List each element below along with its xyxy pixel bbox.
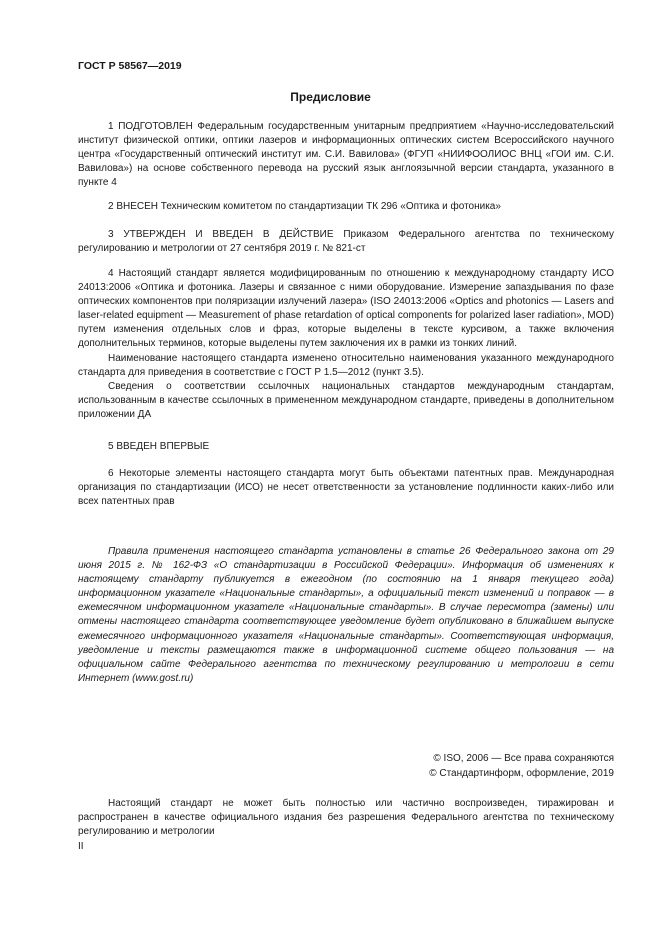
document-id: ГОСТ Р 58567—2019: [78, 60, 182, 72]
page-title: Предисловие: [290, 90, 371, 104]
paragraph-4: [78, 267, 614, 422]
paragraph-1: [78, 120, 614, 190]
rules-notice: [78, 545, 614, 686]
copyright-block: [429, 752, 614, 781]
rules-notice-text: Правила применения настоящего стандарта установлены в статье 26 Федерального закона от 29 июня 2015 г. № 162-ФЗ «О стандартизации в Российской Федерации». Информация об изменениях к настоящему стандарту публикуется в ежегодном (по состоянию на 1 января текущего года) информационном указателе «Национальные стандарты», а официальный текст изменений и поправок — в ежемесячном информационном указателе «Национальные стандарты». В случае пересмотра (замены) или отмены настоящего стандарта соответствующее уведомление будет опубликовано в ближайшем выпуске ежемесячного информационного указателя «Национальные стандарты». Соответствующая информация, уведомление и тексты размещаются также в информационной системе общего пользования — на официальном сайте Федерального агентства по техническому регулированию и метрологии в сети Интернет (www.gost.ru): [78, 546, 614, 684]
copyright-iso: © ISO, 2006 — Все права сохраняются: [433, 753, 614, 764]
paragraph-3-text: 3 УТВЕРЖДЕН И ВВЕДЕН В ДЕЙСТВИЕ Приказом Федерального агентства по техническому регулированию и метрологии от 27 сентября 2019 г. № 821-ст: [78, 229, 614, 255]
paragraph-2: [78, 200, 614, 214]
paragraph-2-text: 2 ВНЕСЕН Техническим комитетом по стандартизации ТК 296 «Оптика и фотоника»: [108, 201, 501, 212]
paragraph-5-text: 5 ВВЕДЕН ВПЕРВЫЕ: [108, 441, 210, 452]
paragraph-1-text: 1 ПОДГОТОВЛЕН Федеральным государственным унитарным предприятием «Научно-исследовательский институт физической оптики, оптики лазеров и информационных оптических систем Всероссийского научного центра «Государственный оптический институт им. С.И. Вавилова» (ФГУП «НИИФООЛИОС ВНЦ «ГОИ им. С.И. Вавилова») на основе собственного перевода на русский язык англоязычной версии стандарта, указанного в пункте 4: [78, 121, 614, 189]
copyright-standartinform: © Стандартинформ, оформление, 2019: [429, 767, 614, 779]
paragraph-6-text: 6 Некоторые элементы настоящего стандарта могут быть объектами патентных прав. Международная организация по стандартизации (ИСО) не несет ответственности за установление подлинности каких-либо или всех патентных прав: [78, 468, 614, 508]
paragraph-5: [78, 440, 614, 454]
paragraph-4c-text: Сведения о соответствии ссылочных национальных стандартов международным стандартам, использованным в качестве ссылочных в примененном международном стандарте, приведены в дополнительном приложении ДА: [78, 380, 614, 420]
page-number: II: [78, 841, 84, 852]
reproduction-notice-text: Настоящий стандарт не может быть полностью или частично воспроизведен, тиражирован и распространен в качестве официального издания без разрешения Федерального агентства по техническому регулированию и метрологии: [78, 798, 614, 838]
paragraph-6: [78, 467, 614, 509]
paragraph-4a-text: 4 Настоящий стандарт является модифицированным по отношению к международному стандарту ИСО 24013:2006 «Оптика и фотоника. Лазеры и связанное с ними оборудование. Измерение запаздывания по фазе оптических компонентов при поляризации излучений лазера» (ISO 24013:2006 «Optics and photonics — Lasers and laser-related equipment — Measurement of phase retardation of optical components for polarized laser radiation», MOD) путем изменения отдельных слов и фраз, которые выделены в тексте курсивом, а также включения дополнительных терминов, которые выделены путем заключения их в рамки из тонких линий.: [78, 268, 614, 350]
reproduction-notice: [78, 797, 614, 839]
paragraph-4b-text: Наименование настоящего стандарта изменено относительно наименования указанного международного стандарта для приведения в соответствие с ГОСТ Р 1.5—2012 (пункт 3.5).: [78, 352, 614, 378]
paragraph-3: [78, 228, 614, 256]
